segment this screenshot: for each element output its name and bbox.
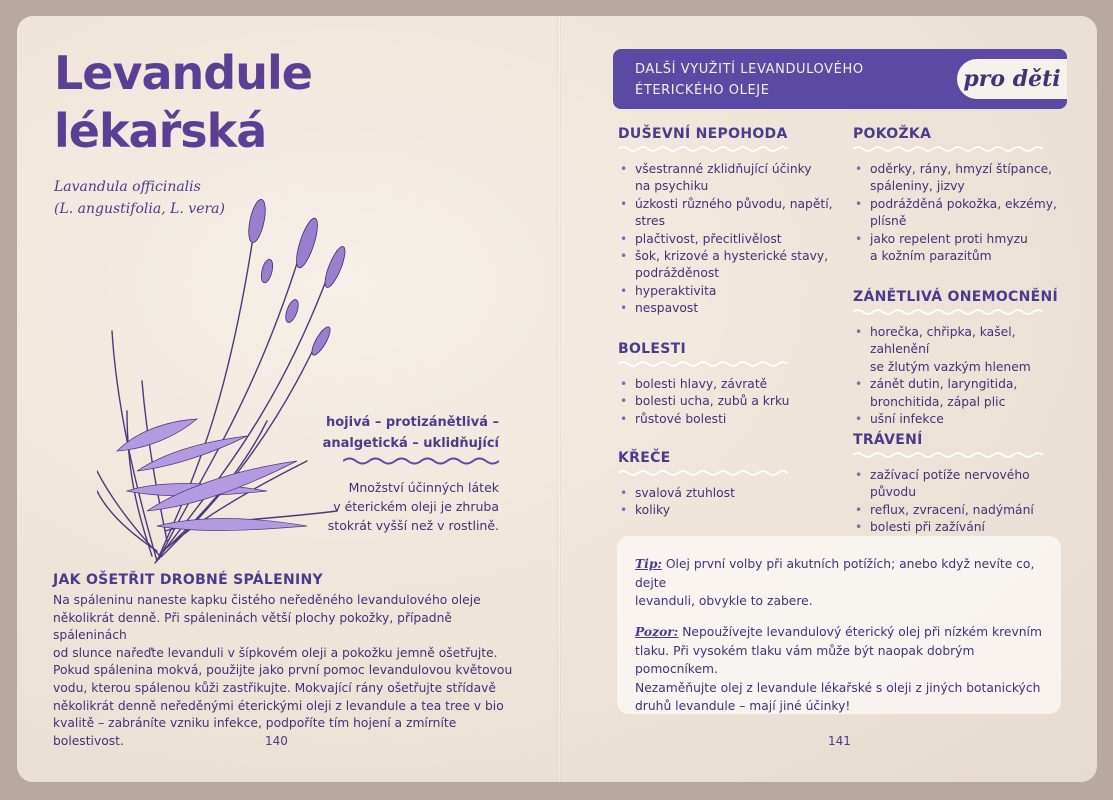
wave-underline bbox=[853, 145, 1043, 153]
list-item bbox=[853, 196, 1073, 231]
wave-underline bbox=[853, 308, 1043, 316]
burn-line: Pokud spálenina mokvá, použijte jako první pomoc levandulovou květovou bbox=[53, 663, 513, 678]
density-line-2: v éterickém oleji je zhruba bbox=[333, 499, 499, 514]
list-item bbox=[618, 231, 833, 248]
list-item bbox=[618, 300, 833, 317]
list-item-text: • šok, krizové a hysterické stavy, bbox=[635, 249, 829, 264]
tip-box bbox=[617, 536, 1061, 714]
list-item-text: • oděrky, rány, hmyzí štípance, bbox=[870, 162, 1053, 176]
bullet-list bbox=[853, 467, 1073, 537]
section-heading: TRÁVENÍ bbox=[853, 432, 923, 448]
list-item-text: • bolesti ucha, zubů a krku bbox=[635, 394, 790, 409]
bullet-list bbox=[618, 161, 833, 318]
latin-line-2: (L. angustifolia, L. vera) bbox=[54, 201, 225, 217]
list-item-text: • úzkosti různého původu, napětí, bbox=[635, 196, 833, 211]
list-item-text: plísně bbox=[870, 214, 907, 229]
section-banner bbox=[613, 49, 1067, 109]
list-item bbox=[618, 502, 833, 519]
density-line-1: Množství účinných látek bbox=[348, 480, 499, 495]
bullet-list bbox=[618, 485, 833, 520]
title-line-2: lékařská bbox=[54, 104, 267, 158]
section-zanetliva-onemocneni bbox=[853, 289, 1077, 428]
wave-underline bbox=[618, 145, 788, 153]
list-item bbox=[618, 161, 833, 196]
section-heading: DUŠEVNÍ NEPOHODA bbox=[618, 126, 788, 142]
burn-heading: JAK OŠETŘIT DROBNÉ SPÁLENINY bbox=[53, 572, 323, 588]
list-item-text: • podrážděná pokožka, ekzémy, bbox=[870, 196, 1057, 211]
warning-label: Pozor: bbox=[635, 624, 679, 639]
list-item-text: podrážděnost bbox=[635, 266, 720, 281]
burn-line: několikrát denně. Při spáleninách větší plochy pokožky, případně spáleninách bbox=[53, 610, 452, 643]
list-item-text: na psychiku bbox=[635, 179, 709, 194]
warning-paragraph bbox=[635, 623, 1047, 716]
warning-line-4: druhů levandule – mají jiné účinky! bbox=[635, 699, 851, 713]
wave-divider bbox=[343, 456, 499, 466]
latin-line-1: Lavandula officinalis bbox=[54, 179, 201, 195]
properties bbox=[317, 412, 499, 454]
section-pokozka bbox=[853, 126, 1073, 265]
list-item bbox=[618, 393, 833, 410]
wave-underline bbox=[618, 360, 788, 368]
section-heading: BOLESTI bbox=[618, 341, 686, 357]
banner-line-2: ÉTERICKÉHO OLEJE bbox=[635, 83, 770, 98]
tip-label: Tip: bbox=[635, 556, 662, 571]
list-item-text: bronchitida, zápal plic bbox=[870, 394, 1006, 409]
list-item-text: • reflux, zvracení, nadýmání bbox=[870, 502, 1034, 517]
list-item-text: stres bbox=[635, 214, 665, 229]
bullet-list bbox=[853, 324, 1077, 428]
list-item bbox=[618, 248, 833, 283]
tip-line-1 bbox=[635, 555, 1047, 592]
burn-line: od slunce nařeďte levanduli v šípkovém oleji a pokožku jemně ošetřujte. bbox=[53, 645, 498, 660]
page-number-left: 140 bbox=[265, 734, 288, 748]
density-line-3: stokrát vyšší než v rostlině. bbox=[327, 518, 499, 533]
section-krece bbox=[618, 450, 833, 520]
list-item-text: a kožním parazitům bbox=[870, 249, 992, 264]
list-item bbox=[853, 376, 1077, 411]
banner-title bbox=[635, 59, 915, 101]
warning-line-1 bbox=[635, 623, 1047, 642]
page-number-right: 141 bbox=[828, 734, 851, 748]
list-item bbox=[618, 283, 833, 300]
burn-text bbox=[53, 592, 523, 750]
wave-underline bbox=[618, 469, 788, 477]
list-item-text: • zánět dutin, laryngitida, bbox=[870, 377, 1018, 392]
banner-tag: pro děti bbox=[957, 59, 1067, 99]
density-note bbox=[317, 478, 499, 535]
list-item-text: • ušní infekce bbox=[870, 412, 944, 427]
tip-line-2: levanduli, obvykle to zabere. bbox=[635, 594, 813, 608]
wave-underline bbox=[853, 451, 1043, 459]
burn-line: kvalitě – zabráníte vzniku infekce, podpoříte tím hojení a zmírníte bolestivost. bbox=[53, 716, 457, 748]
list-item-text: • jako repelent proti hmyzu bbox=[870, 231, 1028, 246]
list-item bbox=[853, 502, 1073, 519]
title-line-1: Levandule bbox=[54, 46, 312, 100]
list-item-text: • horečka, chřipka, kašel, zahlenění bbox=[870, 325, 1016, 357]
list-item-text: • koliky bbox=[635, 503, 670, 518]
list-item bbox=[853, 411, 1077, 428]
list-item-text: se žlutým vazkým hlenem bbox=[870, 359, 1031, 374]
list-item-text: • hyperaktivita bbox=[635, 283, 717, 298]
list-item-text: • všestranné zklidňující účinky bbox=[635, 162, 812, 176]
section-heading: POKOŽKA bbox=[853, 126, 932, 142]
warning-text: Nepoužívejte levandulový éterický olej při nízkém krevním bbox=[678, 625, 1042, 639]
list-item-text: • plačtivost, přecitlivělost bbox=[635, 231, 782, 246]
section-traveni bbox=[853, 432, 1073, 537]
list-item bbox=[853, 161, 1073, 196]
list-item bbox=[853, 324, 1077, 376]
burn-line: vodu, kterou spálenou kůži zastřikujte. Mokvající rány ošetřujte střídavě bbox=[53, 680, 496, 695]
bullet-list bbox=[618, 376, 833, 428]
burn-line: Na spáleninu naneste kapku čistého neředěného levandulového oleje bbox=[53, 593, 481, 607]
bullet-list bbox=[853, 161, 1073, 265]
list-item bbox=[618, 196, 833, 231]
list-item-text: spáleniny, jizvy bbox=[870, 179, 965, 194]
banner-line-1: DALŠÍ VYUŽITÍ LEVANDULOVÉHO bbox=[635, 62, 864, 77]
list-item-text: • bolesti hlavy, závratě bbox=[635, 377, 768, 391]
warning-line-2: tlaku. Při vysokém tlaku vám může být naopak dobrým pomocníkem. bbox=[635, 643, 975, 676]
list-item bbox=[618, 411, 833, 428]
tip-paragraph bbox=[635, 555, 1047, 611]
list-item bbox=[853, 519, 1073, 536]
list-item-text: • nespavost bbox=[635, 301, 699, 316]
list-item-text: • zažívací potíže nervového původu bbox=[870, 468, 1030, 500]
list-item-text: • bolesti při zažívání bbox=[870, 520, 985, 535]
tip-text: Olej první volby při akutních potížích; anebo když nevíte co, dejte bbox=[635, 557, 1035, 590]
section-dusevni-nepohoda bbox=[618, 126, 833, 318]
list-item bbox=[618, 376, 833, 393]
section-heading: ZÁNĚTLIVÁ ONEMOCNĚNÍ bbox=[853, 289, 1059, 305]
section-bolesti bbox=[618, 341, 833, 428]
section-heading: KŘEČE bbox=[618, 450, 671, 466]
warning-line-3: Nezaměňujte olej z levandule lékařské s oleji z jiných botanických bbox=[635, 680, 1041, 695]
book-gutter bbox=[557, 16, 561, 782]
page-title bbox=[54, 44, 354, 160]
list-item bbox=[618, 485, 833, 502]
properties-line-2: analgetická – uklidňující bbox=[322, 436, 499, 451]
list-item-text: • růstové bolesti bbox=[635, 411, 727, 426]
burn-line: několikrát denně neředěnými éterickými oleji z levandule a tea tree v bio bbox=[53, 698, 504, 713]
properties-line-1: hojivá – protizánětlivá – bbox=[325, 415, 499, 430]
list-item-text: • svalová ztuhlost bbox=[635, 486, 735, 500]
list-item bbox=[853, 231, 1073, 266]
list-item bbox=[853, 467, 1073, 502]
book-spread bbox=[17, 16, 1097, 782]
